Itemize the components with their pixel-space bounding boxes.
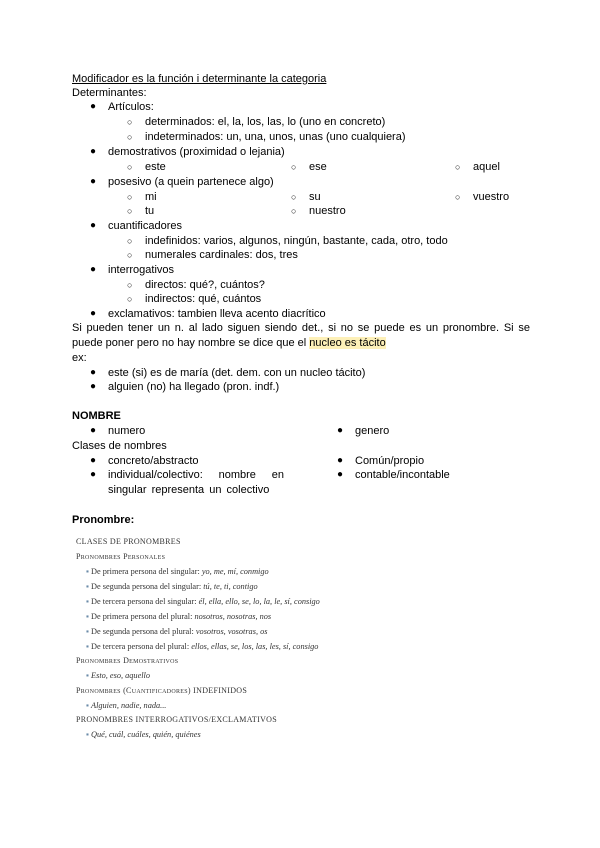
determinantes-heading: Determinantes: (72, 87, 147, 99)
list-item: mi (145, 191, 157, 203)
sub-bullet: ○ (127, 192, 133, 202)
sub-bullet: ○ (127, 117, 133, 127)
list-item: aquel (473, 161, 500, 173)
demostrativos-label: demostrativos (proximidad o lejania) (108, 146, 285, 158)
bullet: ● (90, 367, 97, 378)
pronombres-image (72, 534, 402, 749)
sub-bullet: ○ (127, 280, 133, 290)
sub-bullet: ○ (127, 294, 133, 304)
highlighted-text: nucleo es tácito (309, 337, 386, 349)
list-item: indefinidos: varios, algunos, ningún, bastante, cada, otro, todo (145, 235, 448, 247)
pronombre-heading: Pronombre: (72, 514, 135, 526)
indefinidos-heading: Pronombres (Cuantificadores) INDEFINIDOS (76, 686, 248, 695)
list-item: numero (108, 425, 146, 437)
sub-bullet: ○ (455, 162, 461, 172)
example-item: alguien (no) ha llegado (pron. indf.) (108, 381, 280, 393)
list-item: indirectos: qué, cuántos (145, 293, 262, 305)
bullet: ● (90, 425, 97, 436)
example-item: este (si) es de maría (det. dem. con un nucleo tácito) (108, 367, 366, 379)
list-item: individual/colectivo: nombre en singular representa un colectivo (108, 469, 284, 496)
indefinidos-row: ▪ Alguien, nadie, nada... (86, 701, 167, 710)
bullet: ● (90, 469, 97, 480)
list-item: Común/propio (355, 455, 425, 467)
sub-bullet: ○ (127, 132, 133, 142)
bullet: ● (90, 101, 97, 112)
sub-bullet: ○ (127, 162, 133, 172)
sub-bullet: ○ (291, 192, 297, 202)
bullet: ● (90, 220, 97, 231)
sub-bullet: ○ (127, 250, 133, 260)
sub-bullet: ○ (127, 206, 133, 216)
list-item: su (309, 191, 321, 203)
sub-bullet: ○ (455, 192, 461, 202)
nombre-heading: NOMBRE (72, 410, 121, 422)
list-item: vuestro (473, 191, 510, 203)
bullet: ● (90, 455, 97, 466)
example-label: ex: (72, 352, 87, 364)
clases-heading: Clases de nombres (72, 440, 167, 452)
personales-row: ▪ De segunda persona del plural: vosotros, vosotras, os (86, 627, 268, 636)
bullet: ● (90, 264, 97, 275)
personales-row: ▪ De tercera persona del plural: ellos, ellas, se, los, las, les, sí, consigo (86, 642, 319, 651)
articulos-label: Artículos: (108, 101, 154, 113)
list-item: concreto/abstracto (108, 455, 199, 467)
bullet: ● (90, 381, 97, 392)
bullet: ● (90, 176, 97, 187)
list-item: nuestro (309, 205, 346, 217)
list-item: determinados: el, la, los, las, lo (uno en concreto) (145, 116, 386, 128)
interrogativos-row: ▪ Qué, cuál, cuáles, quién, quiénes (86, 730, 201, 739)
list-item: directos: qué?, cuántos? (145, 279, 265, 291)
bullet: ● (90, 308, 97, 319)
cuantificadores-label: cuantificadores (108, 220, 182, 232)
personales-row: ▪ De primera persona del plural: nosotros, nosotras, nos (86, 612, 272, 621)
demostrativos-row: ▪ Esto, eso, aquello (86, 671, 151, 680)
demostrativos-heading: Pronombres Demostrativos (76, 656, 179, 665)
interrogativos-heading: PRONOMBRES INTERROGATIVOS/EXCLAMATIVOS (76, 715, 277, 724)
personales-row: ▪ De tercera persona del singular: él, ella, ello, se, lo, la, le, sí, consigo (86, 597, 320, 606)
sub-bullet: ○ (291, 206, 297, 216)
list-item: genero (355, 425, 390, 437)
personales-row: ▪ De segunda persona del singular: tú, te, ti, contigo (86, 582, 258, 591)
list-item: ese (309, 161, 327, 173)
list-item: contable/incontable (355, 469, 450, 481)
bullet: ● (337, 425, 344, 436)
personales-row: ▪ De primera persona del singular: yo, me, mí, conmigo (86, 567, 269, 576)
list-item: indeterminados: un, una, unos, unas (uno cualquiera) (145, 131, 406, 143)
explanation-paragraph (72, 321, 530, 351)
list-item: tu (145, 205, 155, 217)
sub-bullet: ○ (291, 162, 297, 172)
paragraph-text: Si pueden tener un n. al lado siguen siendo det., si no se puede es un pronombre. Si se puede poner pero no hay nombre se dice que el (72, 322, 530, 349)
bullet: ● (337, 455, 344, 466)
personales-heading: Pronombres Personales (76, 552, 166, 561)
bullet: ● (337, 469, 344, 480)
interrogativos-label: interrogativos (108, 264, 175, 276)
page-title: Modificador es la función i determinante la categoria (72, 73, 327, 85)
image-title: CLASES DE PRONOMBRES (76, 537, 181, 546)
list-item: numerales cardinales: dos, tres (145, 249, 298, 261)
list-item: este (145, 161, 166, 173)
posesivo-label: posesivo (a quein partenece algo) (108, 176, 274, 188)
exclamativos-label: exclamativos: tambien lleva acento diacrítico (108, 308, 326, 320)
sub-bullet: ○ (127, 236, 133, 246)
bullet: ● (90, 146, 97, 157)
